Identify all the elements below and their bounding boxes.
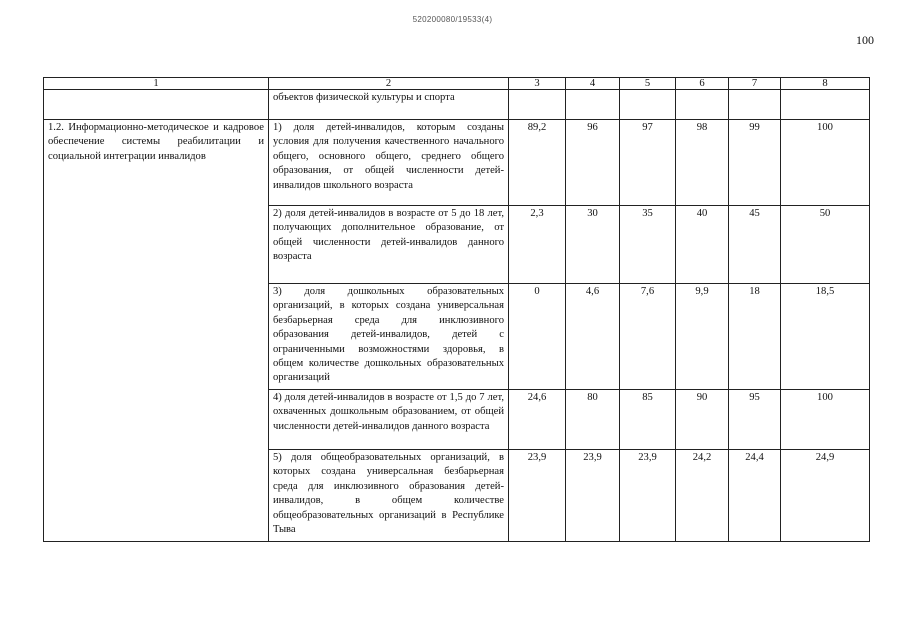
indicator-cell: 4) доля детей-инвалидов в возрасте от 1,5 до 7 лет, охваченных дошкольным образованием, от общей численности детей-инвалидов данного возраста [269, 390, 509, 450]
header-cell: 2 [269, 78, 509, 90]
value-cell [509, 90, 566, 120]
indicator-cell: 3) доля дошкольных образовательных организаций, в которых создана универсальная безбарьерная среда для инклюзивного образования детей-инвалидов, детей с ограниченными возможностями здоровья, в общем количестве дошкольных образовательных организаций [269, 284, 509, 390]
value-cell: 96 [566, 120, 620, 206]
value-cell [566, 90, 620, 120]
value-cell: 23,9 [620, 450, 676, 542]
value-cell: 0 [509, 284, 566, 390]
indicator-cell: 5) доля общеобразовательных организаций, в которых создана универсальная безбарьерная среда для инклюзивного образования детей-инвалидов, в общем количестве общеобразовательных организаций в Республике Тыва [269, 450, 509, 542]
value-cell [729, 90, 781, 120]
value-cell: 98 [676, 120, 729, 206]
value-cell: 24,9 [781, 450, 870, 542]
value-cell [620, 90, 676, 120]
table-row [44, 120, 870, 206]
value-cell: 18 [729, 284, 781, 390]
header-row [44, 78, 870, 90]
value-cell: 24,4 [729, 450, 781, 542]
indicator-cell: 2) доля детей-инвалидов в возрасте от 5 до 18 лет, получающих дополнительное образование, от общей численности детей-инвалидов данного возраста [269, 206, 509, 284]
header-cell: 1 [44, 78, 269, 90]
header-cell: 4 [566, 78, 620, 90]
header-cell: 8 [781, 78, 870, 90]
value-cell: 7,6 [620, 284, 676, 390]
value-cell: 24,6 [509, 390, 566, 450]
continuation-row [44, 90, 870, 120]
value-cell: 9,9 [676, 284, 729, 390]
value-cell: 89,2 [509, 120, 566, 206]
section-cell [44, 90, 269, 120]
indicator-cell: объектов физической культуры и спорта [269, 90, 509, 120]
value-cell: 35 [620, 206, 676, 284]
value-cell: 4,6 [566, 284, 620, 390]
value-cell: 95 [729, 390, 781, 450]
document-id: 520200080/19533(4) [412, 15, 493, 24]
value-cell: 97 [620, 120, 676, 206]
value-cell: 23,9 [566, 450, 620, 542]
value-cell: 85 [620, 390, 676, 450]
header-cell: 6 [676, 78, 729, 90]
value-cell: 50 [781, 206, 870, 284]
value-cell: 100 [781, 390, 870, 450]
header-cell: 5 [620, 78, 676, 90]
section-title: 1.2. Информационно-методическое и кадровое обеспечение системы реабилитации и социальной интеграции инвалидов [44, 120, 269, 542]
value-cell: 90 [676, 390, 729, 450]
header-cell: 7 [729, 78, 781, 90]
value-cell [676, 90, 729, 120]
value-cell: 40 [676, 206, 729, 284]
value-cell: 2,3 [509, 206, 566, 284]
value-cell: 45 [729, 206, 781, 284]
indicators-table [43, 77, 870, 542]
value-cell: 99 [729, 120, 781, 206]
value-cell: 100 [781, 120, 870, 206]
header-cell: 3 [509, 78, 566, 90]
value-cell: 24,2 [676, 450, 729, 542]
value-cell: 80 [566, 390, 620, 450]
value-cell: 18,5 [781, 284, 870, 390]
indicator-cell: 1) доля детей-инвалидов, которым созданы условия для получения качественного начального общего, основного общего, среднего общего образования, от общей численности детей-инвалидов школьного возраста [269, 120, 509, 206]
value-cell [781, 90, 870, 120]
value-cell: 23,9 [509, 450, 566, 542]
page-number: 100 [856, 33, 874, 47]
value-cell: 30 [566, 206, 620, 284]
